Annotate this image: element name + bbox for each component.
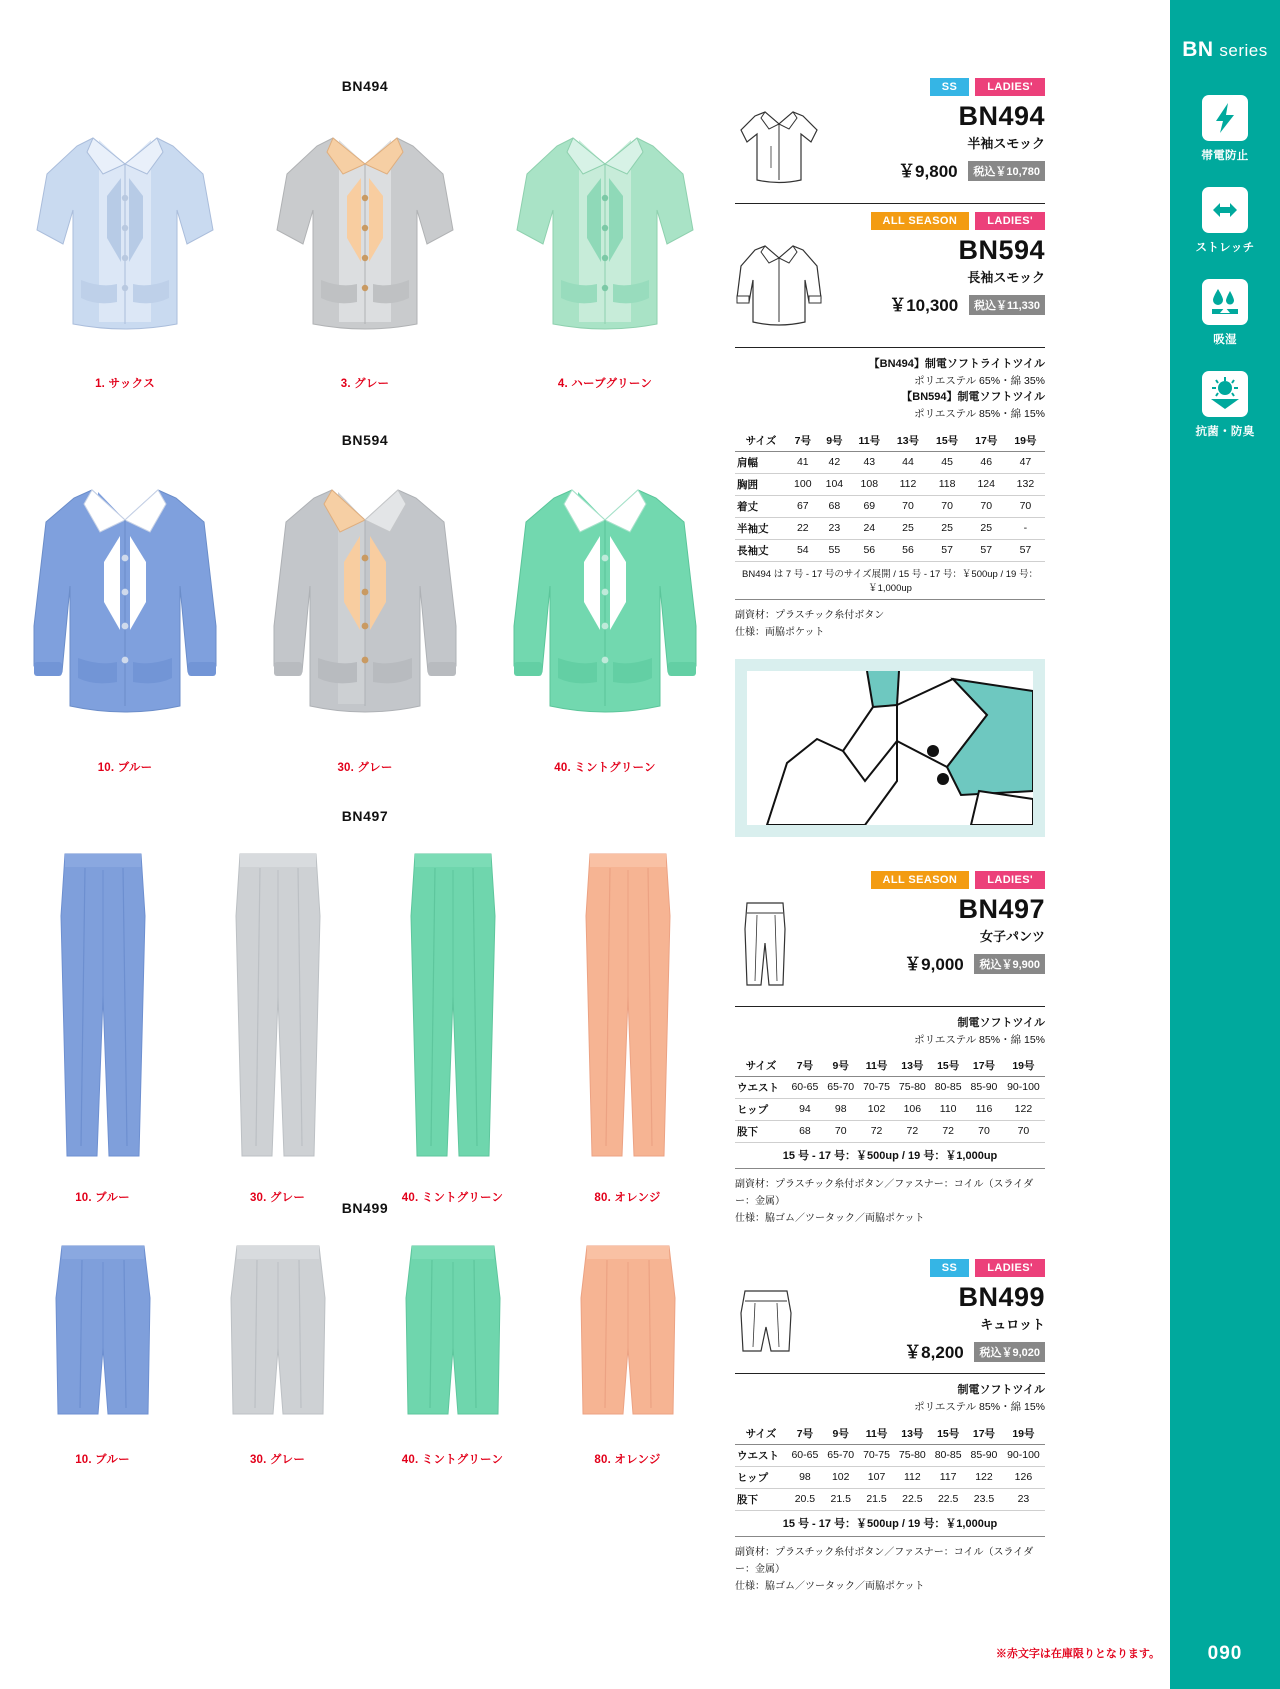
photo-group-bn499 (0, 1200, 730, 1467)
tag-row (735, 1259, 1045, 1277)
cell: 80-85 (930, 1444, 966, 1466)
table-row (735, 1488, 1045, 1510)
sub-line: 副資材：プラスチック糸付ボタン／ファスナー：コイル（スライダー：金属） (735, 1178, 1034, 1207)
color-caption: 80. オレンジ (594, 1192, 661, 1204)
feature-label: 抗菌・防臭 (1195, 426, 1255, 438)
row-label: ヒップ (735, 1098, 787, 1120)
cell: 72 (894, 1120, 930, 1142)
product-photo-item[interactable] (245, 112, 485, 391)
material-info (735, 356, 1045, 423)
size-table-bn499 (735, 1423, 1045, 1511)
photo-group-bn494 (0, 78, 730, 391)
sub-line: 仕様：脇ゴム／ツータック／両脇ポケット (735, 1212, 925, 1224)
sub-line: 仕様：脇ゴム／ツータック／両脇ポケット (735, 1580, 925, 1592)
cell: 23 (819, 517, 851, 539)
culotte-illustration-blue (38, 1238, 168, 1438)
color-caption: 4. ハーブグリーン (557, 378, 653, 390)
photo-row (0, 112, 730, 391)
product-photo-item[interactable] (365, 1238, 540, 1467)
row-label: ウエスト (735, 1076, 787, 1098)
col-header: 11号 (859, 1055, 895, 1077)
bolt-icon (1202, 95, 1248, 141)
col-header: サイズ (735, 430, 787, 452)
color-caption: 40. ミントグリーン (554, 762, 656, 774)
cell: 60-65 (787, 1444, 823, 1466)
table-row (735, 1466, 1045, 1488)
cell: 102 (823, 1466, 859, 1488)
product-photo-item[interactable] (365, 846, 540, 1205)
product-info-bn499 (830, 1283, 1045, 1363)
product-code: BN497 (958, 893, 1045, 924)
color-caption: 30. グレー (249, 1192, 306, 1204)
price-value: ￥10,300 (889, 296, 959, 316)
product-code: BN499 (958, 1281, 1045, 1312)
group-title: BN499 (341, 1200, 389, 1216)
product-photo-item[interactable] (485, 112, 725, 391)
cell: 124 (967, 473, 1006, 495)
price-value: ￥9,800 (898, 162, 958, 182)
culotte-illustration-gray (213, 1238, 343, 1438)
pants-illustration-blue (43, 846, 163, 1176)
size-table-bn497 (735, 1055, 1045, 1143)
table-header-row (735, 430, 1045, 452)
cell: 25 (967, 517, 1006, 539)
cell: 25 (928, 517, 967, 539)
col-header: 13号 (894, 1423, 930, 1445)
cell: 70 (823, 1120, 859, 1142)
cell: 60-65 (787, 1076, 823, 1098)
cell: 122 (1002, 1098, 1045, 1120)
feature-icon-list (1170, 95, 1280, 463)
price-tax-included: 税込￥11,330 (969, 295, 1045, 315)
cell: 70 (967, 495, 1006, 517)
series-code: BN (1182, 38, 1214, 61)
cell: 69 (850, 495, 888, 517)
divider (735, 1373, 1045, 1374)
photo-row (0, 466, 730, 775)
shirt-illustration-sax (25, 112, 225, 362)
tag-all-season: ALL SEASON (871, 212, 970, 230)
price-tax-included: 税込￥9,900 (974, 954, 1045, 974)
row-label: 胸囲 (735, 473, 787, 495)
product-info-bn494 (830, 102, 1045, 182)
tag-ladies: LADIES' (975, 212, 1045, 230)
cell: 21.5 (823, 1488, 859, 1510)
cell: 55 (819, 539, 851, 561)
cell: 100 (787, 473, 819, 495)
series-title (1170, 38, 1280, 62)
col-header: 15号 (930, 1423, 966, 1445)
cell: 117 (930, 1466, 966, 1488)
spec-block-bn499 (735, 1259, 1045, 1595)
row-label: 着丈 (735, 495, 787, 517)
cell: 22.5 (894, 1488, 930, 1510)
material-detail: ポリエステル 85%・綿 15% (914, 1033, 1045, 1046)
drops-icon (1202, 279, 1248, 325)
cell: 65-70 (823, 1444, 859, 1466)
material-info (735, 1382, 1045, 1415)
cell: 94 (787, 1098, 823, 1120)
cell: 98 (787, 1466, 823, 1488)
cell: - (1006, 517, 1045, 539)
sub-material-note (735, 1544, 1045, 1595)
cell: 108 (850, 473, 888, 495)
col-header: 11号 (850, 430, 888, 452)
table-row (735, 1120, 1045, 1142)
cell: 90-100 (1002, 1076, 1045, 1098)
shirt-illustration-herbgreen (505, 112, 705, 362)
cell: 70-75 (859, 1444, 895, 1466)
row-label: 股下 (735, 1120, 787, 1142)
group-title: BN494 (341, 78, 389, 94)
cell: 107 (859, 1466, 895, 1488)
product-photo-item[interactable] (485, 466, 725, 775)
cell: 122 (966, 1466, 1002, 1488)
material-info (735, 1015, 1045, 1048)
color-caption: 40. ミントグリーン (401, 1192, 504, 1204)
sub-material-note (735, 607, 1045, 641)
cell: 43 (850, 451, 888, 473)
col-header: 7号 (787, 430, 819, 452)
product-header-bn494 (735, 102, 1045, 193)
tag-ladies: LADIES' (975, 78, 1045, 96)
tag-row (735, 212, 1045, 230)
col-header: 9号 (819, 430, 851, 452)
product-name: 女子パンツ (979, 928, 1045, 944)
cell: 21.5 (859, 1488, 895, 1510)
group-title: BN594 (341, 432, 389, 448)
feature-stretch (1170, 187, 1280, 255)
table-row (735, 517, 1045, 539)
spec-column (735, 0, 1045, 1595)
cell: 85-90 (966, 1076, 1002, 1098)
color-caption: 30. グレー (337, 762, 393, 774)
product-price (830, 157, 1045, 182)
cell: 44 (888, 451, 927, 473)
cell: 70-75 (859, 1076, 895, 1098)
material-detail: ポリエステル 85%・綿 15% (914, 1401, 1045, 1414)
cell: 112 (888, 473, 927, 495)
feature-label: 帯電防止 (1201, 150, 1249, 162)
material-title: 【BN494】制電ソフトライトツイル (868, 358, 1045, 370)
col-header: サイズ (735, 1055, 787, 1077)
cell: 24 (850, 517, 888, 539)
col-header: 19号 (1002, 1055, 1045, 1077)
cell: 102 (859, 1098, 895, 1120)
cell: 65-70 (823, 1076, 859, 1098)
product-photo-item[interactable] (15, 1238, 190, 1467)
col-header: 15号 (930, 1055, 966, 1077)
tag-ss: SS (930, 78, 969, 96)
detail-illustration (747, 671, 1033, 825)
thumb-pants (735, 895, 830, 996)
tag-row (735, 78, 1045, 96)
color-caption: 10. ブルー (75, 1192, 130, 1204)
stock-footnote: ※赤文字は在庫限りとなります。 (995, 1648, 1160, 1660)
shirt-illustration-gray (265, 112, 465, 362)
jacket-illustration-mintgreen (500, 466, 710, 746)
product-photo-item[interactable] (5, 112, 245, 391)
cell: 110 (930, 1098, 966, 1120)
color-caption: 40. ミントグリーン (401, 1454, 504, 1466)
size-table-bn494-594 (735, 430, 1045, 562)
product-photo-item[interactable] (245, 466, 485, 775)
divider (735, 1006, 1045, 1007)
material-detail: ポリエステル 85%・綿 15% (914, 408, 1045, 421)
product-header-bn499 (735, 1283, 1045, 1363)
product-photo-item[interactable] (190, 1238, 365, 1467)
row-label: 股下 (735, 1488, 787, 1510)
tag-ladies: LADIES' (975, 871, 1045, 889)
cell: 56 (888, 539, 927, 561)
cell: 126 (1002, 1466, 1045, 1488)
cell: 72 (859, 1120, 895, 1142)
sub-material-note (735, 1176, 1045, 1227)
page-number: 090 (1207, 1643, 1243, 1664)
cell: 106 (894, 1098, 930, 1120)
cell: 41 (787, 451, 819, 473)
cell: 70 (1006, 495, 1045, 517)
cell: 75-80 (894, 1076, 930, 1098)
row-label: ウエスト (735, 1444, 787, 1466)
cell: 132 (1006, 473, 1045, 495)
color-caption: 3. グレー (340, 378, 390, 390)
photo-group-bn594 (0, 432, 730, 775)
photo-row (0, 846, 730, 1205)
col-header: 19号 (1006, 430, 1045, 452)
feature-label: 吸湿 (1213, 334, 1237, 346)
size-note: BN494 は 7 号 - 17 号のサイズ展開 / 15 号 - 17 号：￥500up / 19 号：￥1,000up (735, 562, 1045, 600)
table-row (735, 1098, 1045, 1120)
table-header-row (735, 1055, 1045, 1077)
col-header: 17号 (967, 430, 1006, 452)
product-photo-item[interactable] (540, 1238, 715, 1467)
cell: 67 (787, 495, 819, 517)
cell: 68 (787, 1120, 823, 1142)
feature-antibacterial (1170, 371, 1280, 439)
row-label: 半袖丈 (735, 517, 787, 539)
col-header: 13号 (894, 1055, 930, 1077)
col-header: 7号 (787, 1423, 823, 1445)
col-header: 7号 (787, 1055, 823, 1077)
product-photo-item[interactable] (15, 846, 190, 1205)
table-row (735, 473, 1045, 495)
cell: 57 (1006, 539, 1045, 561)
product-photo-item[interactable] (5, 466, 245, 775)
cell: 25 (888, 517, 927, 539)
col-header: 9号 (823, 1055, 859, 1077)
thumb-culotte (735, 1283, 830, 1362)
cell: 70 (966, 1120, 1002, 1142)
group-title: BN497 (341, 808, 389, 824)
col-header: 9号 (823, 1423, 859, 1445)
cell: 112 (894, 1466, 930, 1488)
product-name: 長袖スモック (967, 270, 1045, 286)
detail-illustration-panel (735, 659, 1045, 837)
product-price (830, 1338, 1045, 1363)
col-header: 13号 (888, 430, 927, 452)
product-header-bn594 (735, 236, 1045, 337)
thumb-long-sleeve-smock (735, 236, 830, 337)
tag-all-season: ALL SEASON (871, 871, 970, 889)
product-photo-item[interactable] (540, 846, 715, 1205)
cell: 72 (930, 1120, 966, 1142)
product-price (830, 291, 1045, 316)
product-price (830, 950, 1045, 975)
row-label: ヒップ (735, 1466, 787, 1488)
photo-row (0, 1238, 730, 1467)
color-caption: 30. グレー (249, 1454, 306, 1466)
culotte-illustration-mintgreen (388, 1238, 518, 1438)
cell: 85-90 (966, 1444, 1002, 1466)
color-caption: 80. オレンジ (594, 1454, 661, 1466)
cell: 45 (928, 451, 967, 473)
tag-ss: SS (930, 1259, 969, 1277)
pants-illustration-mintgreen (393, 846, 513, 1176)
table-row (735, 539, 1045, 561)
col-header: 15号 (928, 430, 967, 452)
arrows-icon (1202, 187, 1248, 233)
color-caption: 10. ブルー (97, 762, 153, 774)
price-value: ￥8,200 (904, 1343, 964, 1363)
product-name: 半袖スモック (967, 136, 1045, 152)
col-header: 11号 (859, 1423, 895, 1445)
product-header-bn497 (735, 895, 1045, 996)
cell: 80-85 (930, 1076, 966, 1098)
material-title: 制電ソフトツイル (957, 1384, 1045, 1397)
cell: 57 (928, 539, 967, 561)
cell: 98 (823, 1098, 859, 1120)
color-caption: 1. サックス (95, 378, 155, 390)
row-label: 肩幅 (735, 451, 787, 473)
size-note: 15 号 - 17 号：￥500up / 19 号：￥1,000up (735, 1143, 1045, 1169)
product-name: キュロット (980, 1317, 1045, 1333)
cell: 70 (928, 495, 967, 517)
cell: 20.5 (787, 1488, 823, 1510)
table-row (735, 1444, 1045, 1466)
feature-moisture (1170, 279, 1280, 347)
product-info-bn497 (830, 895, 1045, 975)
cell: 118 (928, 473, 967, 495)
cell: 70 (1002, 1120, 1045, 1142)
series-word: series (1219, 41, 1268, 60)
table-row (735, 495, 1045, 517)
sub-line: 副資材：プラスチック糸付ボタン／ファスナー：コイル（スライダー：金属） (735, 1546, 1034, 1575)
feature-label: ストレッチ (1195, 242, 1255, 254)
cell: 23 (1002, 1488, 1045, 1510)
product-photo-item[interactable] (190, 846, 365, 1205)
spec-block-bn494-bn594 (735, 78, 1045, 837)
cell: 54 (787, 539, 819, 561)
divider (735, 347, 1045, 348)
germ-icon (1202, 371, 1248, 417)
material-detail: ポリエステル 65%・綿 35% (914, 375, 1045, 388)
cell: 104 (819, 473, 851, 495)
cell: 22.5 (930, 1488, 966, 1510)
color-caption: 10. ブルー (75, 1454, 130, 1466)
price-tax-included: 税込￥9,020 (974, 1342, 1045, 1362)
col-header: 19号 (1002, 1423, 1045, 1445)
price-tax-included: 税込￥10,780 (968, 161, 1045, 181)
table-row (735, 451, 1045, 473)
product-info-bn594 (830, 236, 1045, 316)
size-note: 15 号 - 17 号：￥500up / 19 号：￥1,000up (735, 1511, 1045, 1537)
col-header: 17号 (966, 1423, 1002, 1445)
cell: 116 (966, 1098, 1002, 1120)
pants-illustration-gray (218, 846, 338, 1176)
divider (735, 203, 1045, 204)
spec-block-bn497 (735, 871, 1045, 1227)
sub-line: 仕様：両脇ポケット (735, 626, 825, 638)
cell: 90-100 (1002, 1444, 1045, 1466)
row-label: 長袖丈 (735, 539, 787, 561)
photo-group-bn497 (0, 808, 730, 1205)
culotte-illustration-orange (563, 1238, 693, 1438)
cell: 75-80 (894, 1444, 930, 1466)
jacket-illustration-gray (260, 466, 470, 746)
table-header-row (735, 1423, 1045, 1445)
col-header: サイズ (735, 1423, 787, 1445)
cell: 56 (850, 539, 888, 561)
product-code: BN494 (958, 101, 1045, 131)
cell: 46 (967, 451, 1006, 473)
cell: 42 (819, 451, 851, 473)
table-row (735, 1076, 1045, 1098)
thumb-short-sleeve-smock (735, 102, 830, 193)
tag-row (735, 871, 1045, 889)
cell: 22 (787, 517, 819, 539)
cell: 70 (888, 495, 927, 517)
col-header: 17号 (966, 1055, 1002, 1077)
cell: 47 (1006, 451, 1045, 473)
price-value: ￥9,000 (904, 954, 964, 974)
tag-ladies: LADIES' (975, 1259, 1045, 1277)
cell: 23.5 (966, 1488, 1002, 1510)
jacket-illustration-blue (20, 466, 230, 746)
material-title: 【BN594】制電ソフトツイル (901, 391, 1045, 404)
feature-antistatic (1170, 95, 1280, 163)
pants-illustration-orange (568, 846, 688, 1176)
series-rail (1170, 0, 1280, 1689)
cell: 68 (819, 495, 851, 517)
material-title: 制電ソフトツイル (957, 1016, 1045, 1029)
product-code: BN594 (958, 235, 1045, 265)
cell: 57 (967, 539, 1006, 561)
sub-line: 副資材：プラスチック糸付ボタン (735, 609, 885, 621)
